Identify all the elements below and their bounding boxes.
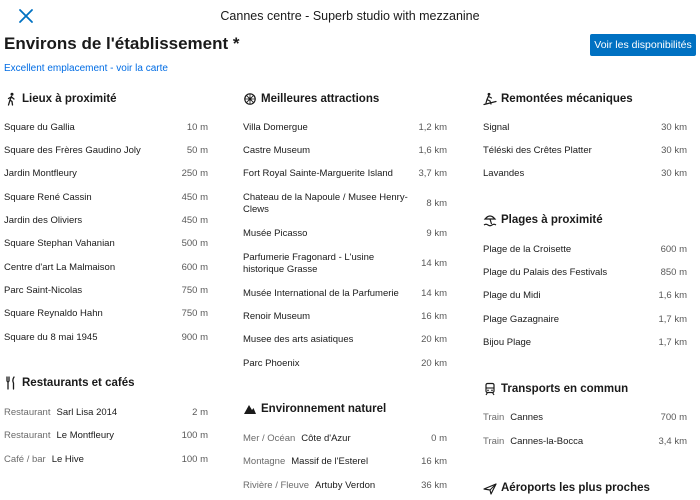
list-item: Restaurant Le Montfleury 100 m (4, 430, 208, 441)
fork-knife-icon (4, 376, 18, 390)
section-title-transport: Transports en commun (501, 383, 629, 395)
list-item: Musee des arts asiatiques 20 km (243, 334, 447, 345)
section-beaches (483, 212, 687, 228)
ski-lift-icon (483, 92, 497, 106)
list-item: Parfumerie Fragonard - L'usine historique Grasse 14 km (243, 252, 447, 275)
page-title: Environs de l'établissement * (4, 34, 240, 53)
section-title-nearby: Lieux à proximité (22, 93, 117, 105)
list-item: Mer / Océan Côte d'Azur 0 m (243, 433, 447, 444)
list-item: Jardin des Oliviers 450 m (4, 215, 208, 226)
list-item: Téléski des Crêtes Platter 30 km (483, 145, 687, 156)
list-item: Castre Museum 1,6 km (243, 145, 447, 156)
list-item: Plage Gazagnaire 1,7 km (483, 314, 687, 325)
list-item: Renoir Museum 16 km (243, 311, 447, 322)
section-title-attractions: Meilleures attractions (261, 93, 380, 105)
list-item: Parc Saint-Nicolas 750 m (4, 285, 208, 296)
list-item: Lavandes 30 km (483, 168, 687, 179)
list-item: Square du 8 mai 1945 900 m (4, 332, 208, 343)
list-item: Restaurant Sarl Lisa 2014 2 m (4, 407, 208, 418)
list-item: Parc Phoenix 20 km (243, 358, 447, 369)
section-title-beaches: Plages à proximité (501, 214, 603, 226)
section-airports (483, 480, 687, 496)
window-title: Cannes centre - Superb studio with mezzanine (220, 9, 480, 23)
map-link[interactable]: Excellent emplacement - voir la carte (4, 63, 168, 74)
section-ski (483, 91, 687, 107)
top-bar (0, 0, 700, 32)
list-item: Square du Gallia 10 m (4, 122, 208, 133)
section-nature (243, 401, 447, 417)
list-item: Train Cannes 700 m (483, 412, 687, 423)
see-availability-button[interactable]: Voir les disponibilités (590, 34, 696, 56)
attraction-icon (243, 92, 257, 106)
list-item: Train Cannes-la-Bocca 3,4 km (483, 436, 687, 447)
list-item: Square René Cassin 450 m (4, 192, 208, 203)
list-item: Café / bar Le Hive 100 m (4, 454, 208, 465)
section-title-airports: Aéroports les plus proches (501, 482, 650, 494)
section-title-nature: Environnement naturel (261, 403, 387, 415)
list-item: Fort Royal Sainte-Marguerite Island 3,7 km (243, 168, 447, 179)
list-item: Square Reynaldo Hahn 750 m (4, 308, 208, 319)
list-item: Montagne Massif de l'Esterel 16 km (243, 456, 447, 467)
list-item: Square des Frères Gaudino Joly 50 m (4, 145, 208, 156)
section-transport (483, 381, 687, 397)
beach-umbrella-icon (483, 213, 497, 227)
mountain-icon (243, 402, 257, 416)
train-icon (483, 382, 497, 396)
walking-person-icon (4, 92, 18, 106)
list-item: Musée International de la Parfumerie 14 km (243, 288, 447, 299)
airplane-icon (483, 481, 497, 495)
list-item: Plage du Midi 1,6 km (483, 290, 687, 301)
section-title-ski: Remontées mécaniques (501, 93, 633, 105)
list-item: Jardin Montfleury 250 m (4, 168, 208, 179)
list-item: Centre d'art La Malmaison 600 m (4, 262, 208, 273)
list-item: Plage du Palais des Festivals 850 m (483, 267, 687, 278)
section-attractions (243, 91, 447, 107)
list-item: Rivière / Fleuve Artuby Verdon 36 km (243, 480, 447, 491)
list-item: Villa Domergue 1,2 km (243, 122, 447, 133)
list-item: Square Stephan Vahanian 500 m (4, 238, 208, 249)
list-item: Bijou Plage 1,7 km (483, 337, 687, 348)
section-nearby (4, 91, 208, 107)
list-item: Plage de la Croisette 600 m (483, 244, 687, 255)
section-title-restaurants: Restaurants et cafés (22, 377, 135, 389)
list-item: Musée Picasso 9 km (243, 228, 447, 239)
list-item: Signal 30 km (483, 122, 687, 133)
section-restaurants (4, 375, 208, 391)
list-item: Chateau de la Napoule / Musee Henry-Clews 8 km (243, 192, 447, 215)
